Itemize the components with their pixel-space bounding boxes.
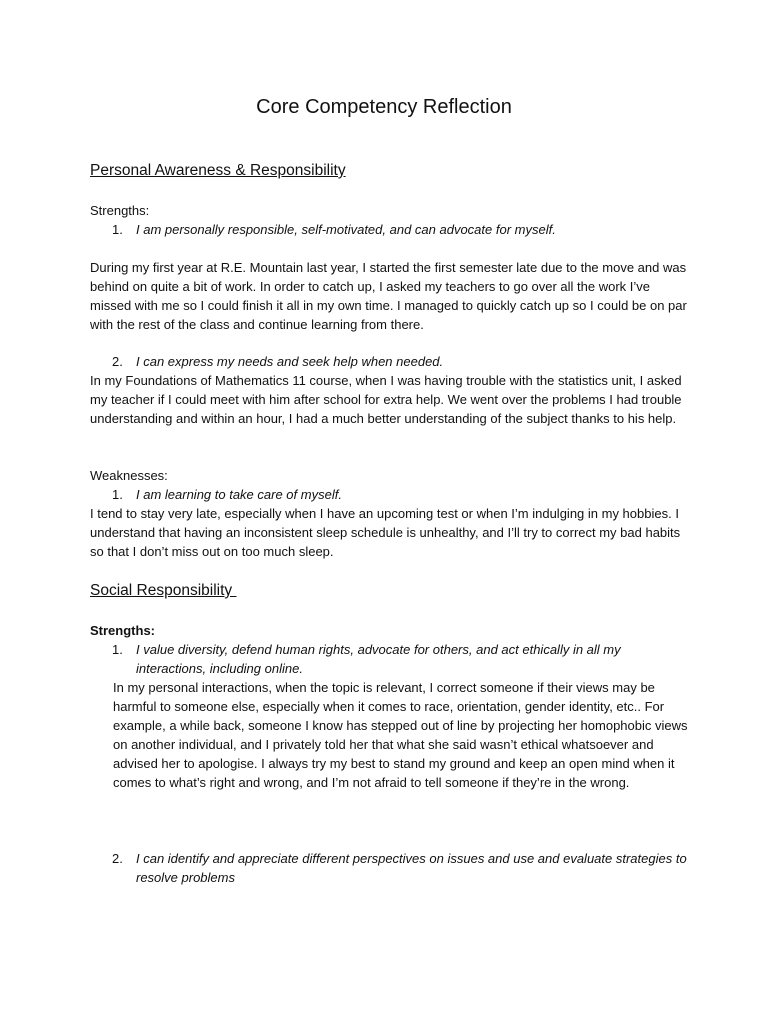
strengths-label: Strengths: [90, 623, 155, 638]
strengths-label: Strengths: [90, 203, 150, 218]
item-number: 1. [112, 487, 123, 502]
item-number: 1. [112, 642, 123, 657]
item-statement: I am learning to take care of myself. [136, 487, 342, 502]
weakness-item [90, 485, 690, 504]
strength-item [90, 640, 690, 678]
strength-paragraph: In my personal interactions, when the topic is relevant, I correct someone if their views may be harmful to someone else, especially when it comes to race, orientation, gender identity, etc.. For example, a while back, someone I know has stepped out of line by projecting her homophobic views on another individual, and I privately told her that what she said wasn’t ethical whatsoever and advised her to apologise. I always try my best to stand my ground and keep an open mind when it comes to what’s right and wrong, and I’m not afraid to tell someone if they’re in the wrong. [113, 680, 688, 790]
item-number: 2. [112, 354, 123, 369]
document-title: Core Competency Reflection [256, 96, 512, 118]
weakness-paragraph: I tend to stay very late, especially when I have an upcoming test or when I’m indulging in my hobbies. I understand that having an inconsistent sleep schedule is unhealthy, and I’ll try to correct my bad habits so that I don’t miss out on too much sleep. [90, 506, 681, 559]
item-statement: I am personally responsible, self-motivated, and can advocate for myself. [136, 222, 556, 237]
item-statement: I can express my needs and seek help when needed. [136, 354, 444, 369]
item-number: 1. [112, 222, 123, 237]
strength-item [90, 352, 690, 371]
item-number: 2. [112, 851, 123, 866]
item-statement: I value diversity, defend human rights, advocate for others, and act ethically in all my interactions, including online. [136, 642, 621, 676]
section-heading-social-responsibility: Social Responsibility [90, 582, 237, 599]
weaknesses-label: Weaknesses: [90, 468, 168, 483]
strength-item [90, 220, 690, 239]
strength-paragraph: During my first year at R.E. Mountain last year, I started the first semester late due to the move and was behind on quite a bit of work. In order to catch up, I asked my teachers to go over all the work I’ve missed with me so I could finish it all in my own time. I managed to quickly catch up so I could be on par with the rest of the class and continue learning from there. [90, 260, 687, 332]
strength-paragraph: In my Foundations of Mathematics 11 course, when I was having trouble with the statistics unit, I asked my teacher if I could meet with him after school for extra help. We went over the problems I had trouble understanding and within an hour, I had a much better understanding of the subject thanks to his help. [90, 373, 682, 426]
item-statement: I can identify and appreciate different perspectives on issues and use and evaluate strategies to resolve problems [136, 851, 687, 885]
section-heading-personal-awareness: Personal Awareness & Responsibility [90, 162, 346, 179]
strength-item [90, 849, 690, 887]
